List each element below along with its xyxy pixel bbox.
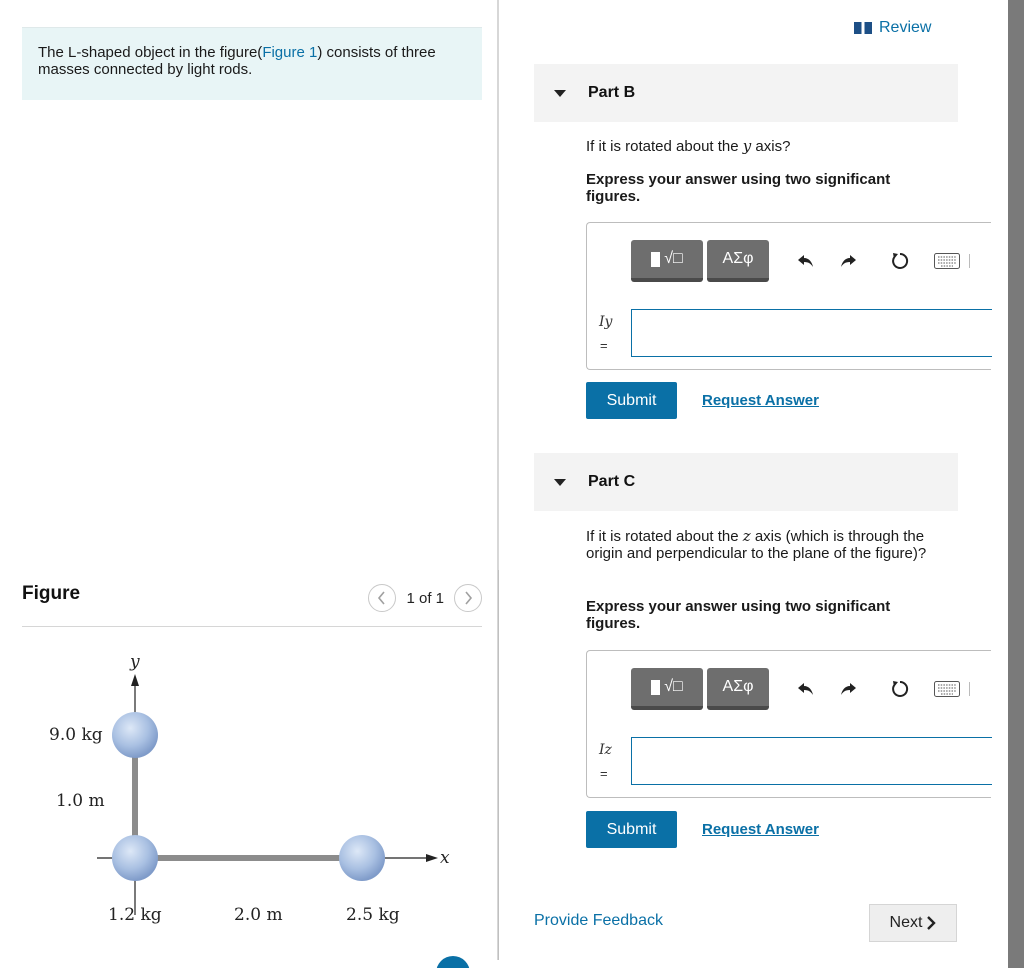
pager-text: 1 of 1 <box>406 589 444 607</box>
part-b-question-after: axis? <box>751 138 791 155</box>
part-c-header[interactable] <box>534 453 958 511</box>
part-c-question-after: axis (which is through the origin and perpendicular to the plane of the figure)? <box>586 528 927 562</box>
redo-icon[interactable] <box>837 678 859 700</box>
part-c-var-label: Iz <box>599 742 612 758</box>
part-c-question-before: If it is rotated about the <box>586 528 743 545</box>
window-scrollbar[interactable] <box>1008 0 1024 968</box>
mass-top <box>112 712 158 758</box>
axis-y-label: y <box>130 652 140 672</box>
keyboard-icon[interactable] <box>933 250 961 272</box>
len-vertical-label: 1.0 m <box>56 791 105 811</box>
collapse-caret-icon <box>554 479 566 486</box>
part-b-var-label: Iy <box>599 314 613 330</box>
greek-label: ΑΣφ <box>722 678 754 695</box>
part-b-title: Part B <box>588 84 636 101</box>
review-label: Review <box>879 19 932 36</box>
left-pane <box>0 0 498 968</box>
part-b-eq-sign: = <box>600 338 608 353</box>
mass-right <box>339 835 385 881</box>
axis-x-label: x <box>440 848 450 868</box>
templates-button[interactable] <box>631 668 703 710</box>
part-c-title: Part C <box>588 473 636 490</box>
pane-divider-lower <box>498 570 499 960</box>
part-b-request-answer-link[interactable]: Request Answer <box>702 392 819 409</box>
collapse-caret-icon <box>554 90 566 97</box>
next-figure-button[interactable] <box>454 584 482 612</box>
undo-icon[interactable] <box>795 678 817 700</box>
keyboard-icon[interactable] <box>933 678 961 700</box>
reset-icon[interactable] <box>889 250 911 272</box>
part-c-question <box>586 528 942 562</box>
figure-pager <box>368 584 482 612</box>
review-link[interactable] <box>853 19 931 37</box>
horizontal-rod <box>135 855 360 861</box>
toolbar-separator <box>969 682 970 696</box>
x-axis-arrow <box>426 854 438 862</box>
templates-button[interactable] <box>631 240 703 282</box>
problem-text-after: ) consists of three masses connected by light rods. <box>38 44 436 78</box>
figure-link[interactable]: Figure 1 <box>262 44 318 61</box>
mass-top-label: 9.0 kg <box>49 725 103 745</box>
part-c-math-toolbar <box>631 667 992 711</box>
part-b-question-var: y <box>742 137 752 155</box>
greek-symbols-button[interactable] <box>707 240 769 282</box>
redo-icon[interactable] <box>837 250 859 272</box>
l-shaped-figure <box>22 630 482 960</box>
y-axis-arrow <box>131 674 139 686</box>
undo-icon[interactable] <box>795 250 817 272</box>
reset-icon[interactable] <box>889 678 911 700</box>
part-b-question-before: If it is rotated about the <box>586 138 743 155</box>
toolbar-separator <box>969 254 970 268</box>
part-b-math-toolbar <box>631 239 992 283</box>
part-c-question-var: z <box>742 527 751 545</box>
len-horizontal-label: 2.0 m <box>234 905 283 925</box>
next-button[interactable] <box>869 904 957 942</box>
part-c-answer-input[interactable] <box>631 737 992 785</box>
part-b-question <box>586 138 946 155</box>
chevron-right-icon <box>926 916 936 930</box>
prev-figure-button[interactable] <box>368 584 396 612</box>
part-b-submit-button[interactable]: Submit <box>586 382 677 419</box>
part-b-answer-input[interactable] <box>631 309 992 357</box>
mass-origin <box>112 835 158 881</box>
part-b-answer-box <box>586 222 991 370</box>
greek-symbols-button[interactable] <box>707 668 769 710</box>
mass-right-label: 2.5 kg <box>346 905 400 925</box>
provide-feedback-link[interactable]: Provide Feedback <box>534 912 663 929</box>
part-c-submit-button[interactable]: Submit <box>586 811 677 848</box>
part-c-answer-box <box>586 650 991 798</box>
part-b-instruction: Express your answer using two significant figures. <box>586 171 891 205</box>
templates-label: √□ <box>664 678 683 695</box>
part-c-eq-sign: = <box>600 766 608 781</box>
mass-origin-label: 1.2 kg <box>108 905 162 925</box>
templates-label: √□ <box>664 250 683 267</box>
problem-text-before: The L-shaped object in the figure( <box>38 44 263 61</box>
figure-header <box>22 583 482 627</box>
part-b-header[interactable] <box>534 64 958 122</box>
chevron-left-icon <box>377 591 387 605</box>
figure-title: Figure <box>22 583 81 604</box>
chevron-right-icon <box>463 591 473 605</box>
part-c-instruction: Express your answer using two significant figures. <box>586 598 891 632</box>
problem-statement <box>22 27 482 100</box>
part-c-request-answer-link[interactable]: Request Answer <box>702 821 819 838</box>
next-label: Next <box>889 914 923 931</box>
book-icon <box>853 21 873 35</box>
greek-label: ΑΣφ <box>722 250 754 267</box>
